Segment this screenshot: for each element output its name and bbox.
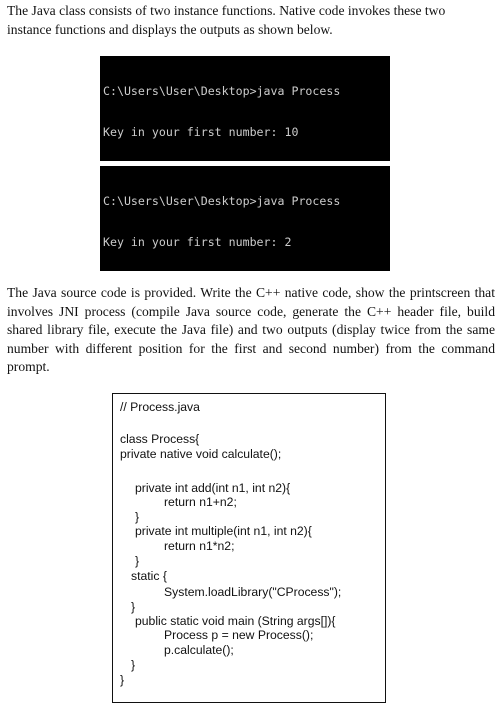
code-line: public static void main (String args[]){: [135, 614, 336, 628]
intro-line: instance functions and displays the outputs as shown below.: [7, 21, 333, 37]
intro-paragraph: [7, 2, 499, 39]
code-line: }: [120, 673, 125, 687]
java-source-listing: [112, 393, 386, 703]
console-line: Key in your first number: 10: [103, 124, 299, 139]
console-line: C:\Users\User\Desktop>java Process: [103, 84, 341, 99]
intro-line: The Java class consists of two instance functions. Native code invokes these two: [7, 3, 446, 18]
code-line: }: [135, 510, 140, 524]
code-comment: // Process.java: [120, 400, 200, 414]
code-line: class Process{: [120, 432, 200, 446]
code-line: return n1+n2;: [164, 495, 237, 509]
code-line: private int multiple(int n1, int n2){: [135, 524, 312, 538]
code-line: private int add(int n1, int n2){: [135, 481, 291, 495]
task-paragraph: The Java source code is provided. Write the C++ native code, show the printscreen that involves JNI process (compile Java source code, generate the C++ header file, build shared library file, execute the Java file) and two outputs (display twice from the same number with different position for the first and second number) from the command prompt.: [7, 285, 495, 374]
console-output-1: [100, 56, 390, 161]
console-line: Key in your first number: 2: [103, 234, 292, 249]
console-line: C:\Users\User\Desktop>java Process: [103, 194, 341, 209]
code-line: }: [135, 554, 140, 568]
code-line: private native void calculate();: [120, 447, 282, 461]
console-output-2: [100, 166, 390, 271]
code-line: Process p = new Process();: [164, 628, 314, 642]
code-line: static {: [131, 569, 167, 583]
code-line: }: [131, 600, 136, 614]
code-line: return n1*n2;: [164, 539, 235, 553]
code-line: System.loadLibrary("CProcess");: [164, 585, 342, 599]
code-line: p.calculate();: [164, 643, 234, 657]
code-line: }: [131, 658, 136, 672]
